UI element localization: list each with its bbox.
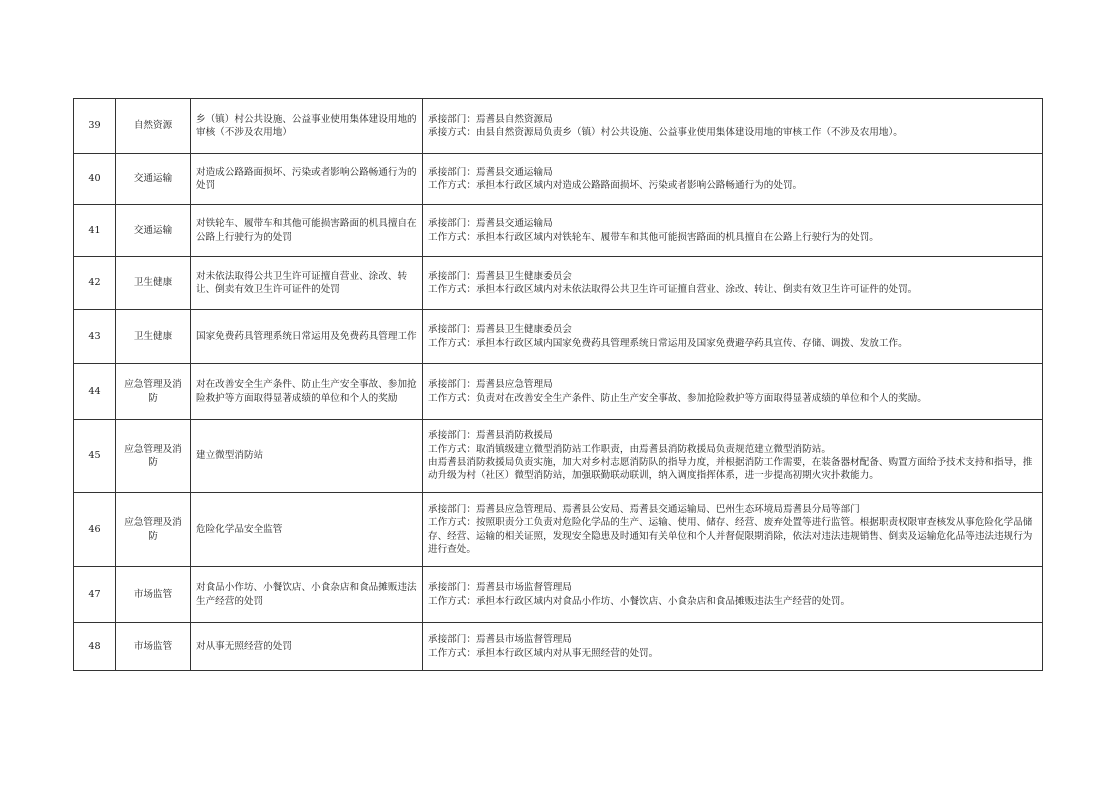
- detail-line: 工作方式：承担本行政区域内国家免费药具管理系统日常运用及国家免费避孕药具宣传、存储、调拨、发放工作。: [428, 337, 908, 349]
- detail-line: 承接部门：焉耆县市场监督管理局: [428, 634, 572, 646]
- table-row: [74, 99, 1043, 154]
- detail-line: 承接部门：焉耆县应急管理局、焉耆县公安局、焉耆县交通运输局、巴州生态环境局焉耆县分局等部门: [428, 503, 860, 515]
- row-number: 48: [74, 623, 116, 671]
- row-number: 44: [74, 364, 116, 420]
- item-cell: 对食品小作坊、小餐饮店、小食杂店和食品摊贩违法生产经营的处罚: [191, 567, 423, 623]
- table-row: [74, 567, 1043, 623]
- detail-line: 工作方式：承担本行政区域内对从事无照经营的处罚。: [428, 647, 659, 659]
- item-cell: 危险化学品安全监管: [191, 493, 423, 567]
- row-number: 40: [74, 154, 116, 205]
- row-number: 45: [74, 420, 116, 493]
- detail-cell: [423, 623, 1043, 671]
- detail-line: 承接方式：由县自然资源局负责乡（镇）村公共设施、公益事业使用集体建设用地的审核工作（不涉及农用地）。: [428, 127, 903, 138]
- row-number: 46: [74, 493, 116, 567]
- table-body: [74, 99, 1043, 671]
- item-cell: 对铁轮车、履带车和其他可能损害路面的机具擅自在公路上行驶行为的处罚: [191, 205, 423, 257]
- row-number: 39: [74, 99, 116, 154]
- field-cell: 应急管理及消防: [116, 493, 191, 567]
- detail-cell: [423, 364, 1043, 420]
- detail-line: 承接部门：焉耆县卫生健康委员会: [428, 324, 572, 336]
- detail-line: 承接部门：焉耆县市场监督管理局: [428, 582, 572, 594]
- detail-line: 承接部门：焉耆县消防救援局: [428, 430, 553, 442]
- field-cell: 卫生健康: [116, 310, 191, 364]
- detail-line: 承接部门：焉耆县交通运输局: [428, 218, 553, 230]
- detail-line: 由焉耆县消防救援局负责实施，加大对乡村志愿消防队的指导力度，并根据消防工作需要，在装备器材配备、购置方面给予技术支持和指导，推动升级为村（社区）微型消防站，加强联勤联动联训，纳入调度指挥体系，进一步提高初期火灾扑救能力。: [428, 457, 1033, 482]
- detail-line: 工作方式：负责对在改善安全生产条件、防止生产安全事故、参加抢险救护等方面取得显著成绩的单位和个人的奖励。: [428, 392, 927, 404]
- table-row: [74, 154, 1043, 205]
- delegation-table: [73, 98, 1043, 671]
- item-cell: 国家免费药具管理系统日常运用及免费药具管理工作: [191, 310, 423, 364]
- field-cell: 市场监管: [116, 567, 191, 623]
- detail-cell: [423, 310, 1043, 364]
- detail-line: 工作方式：承担本行政区域内对铁轮车、履带车和其他可能损害路面的机具擅自在公路上行驶行为的处罚。: [428, 231, 879, 243]
- field-cell: 应急管理及消防: [116, 420, 191, 493]
- detail-cell: [423, 420, 1043, 493]
- item-cell: 对未依法取得公共卫生许可证擅自营业、涂改、转让、倒卖有效卫生许可证件的处罚: [191, 257, 423, 310]
- item-cell: 乡（镇）村公共设施、公益事业使用集体建设用地的审核（不涉及农用地）: [191, 99, 423, 154]
- detail-cell: [423, 567, 1043, 623]
- detail-cell: [423, 154, 1043, 205]
- table-row: [74, 310, 1043, 364]
- field-cell: 自然资源: [116, 99, 191, 154]
- detail-cell: [423, 257, 1043, 310]
- detail-line: 工作方式：取消镇级建立微型消防站工作职责，由焉耆县消防救援局负责规范建立微型消防站。: [428, 443, 831, 455]
- table-row: [74, 205, 1043, 257]
- field-cell: 卫生健康: [116, 257, 191, 310]
- detail-line: 承接部门：焉耆县交通运输局: [428, 166, 553, 178]
- detail-line: 工作方式：承担本行政区域内对造成公路路面损坏、污染或者影响公路畅通行为的处罚。: [428, 180, 803, 191]
- table-row: [74, 623, 1043, 671]
- table-row: [74, 364, 1043, 420]
- row-number: 47: [74, 567, 116, 623]
- table-row: [74, 420, 1043, 493]
- detail-line: 工作方式：承担本行政区域内对食品小作坊、小餐饮店、小食杂店和食品摊贩违法生产经营的处罚。: [428, 595, 851, 607]
- field-cell: 应急管理及消防: [116, 364, 191, 420]
- table-row: [74, 257, 1043, 310]
- item-cell: 对造成公路路面损坏、污染或者影响公路畅通行为的处罚: [191, 154, 423, 205]
- detail-cell: [423, 493, 1043, 567]
- detail-cell: [423, 99, 1043, 154]
- item-cell: 对从事无照经营的处罚: [191, 623, 423, 671]
- detail-line: 承接部门：焉耆县应急管理局: [428, 379, 553, 391]
- field-cell: 交通运输: [116, 205, 191, 257]
- item-cell: 建立微型消防站: [191, 420, 423, 493]
- detail-line: 工作方式：承担本行政区域内对未依法取得公共卫生许可证擅自营业、涂改、转让、倒卖有效卫生许可证件的处罚。: [428, 284, 918, 295]
- table-row: [74, 493, 1043, 567]
- detail-line: 工作方式：按照职责分工负责对危险化学品的生产、运输、使用、储存、经营、废弃处置等进行监管。根据职责权限审查核发从事危险化学品储存、经营、运输的相关证照，发现安全隐患及时通知有关单位和个人并督促限期消除，依法对违法违规销售、倒卖及运输危化品等违法违规行为进行查处。: [428, 517, 1033, 555]
- field-cell: 交通运输: [116, 154, 191, 205]
- detail-line: 承接部门：焉耆县卫生健康委员会: [428, 270, 572, 282]
- row-number: 42: [74, 257, 116, 310]
- row-number: 41: [74, 205, 116, 257]
- row-number: 43: [74, 310, 116, 364]
- field-cell: 市场监管: [116, 623, 191, 671]
- detail-line: 承接部门：焉耆县自然资源局: [428, 113, 553, 125]
- item-cell: 对在改善安全生产条件、防止生产安全事故、参加抢险救护等方面取得显著成绩的单位和个人的奖励: [191, 364, 423, 420]
- detail-cell: [423, 205, 1043, 257]
